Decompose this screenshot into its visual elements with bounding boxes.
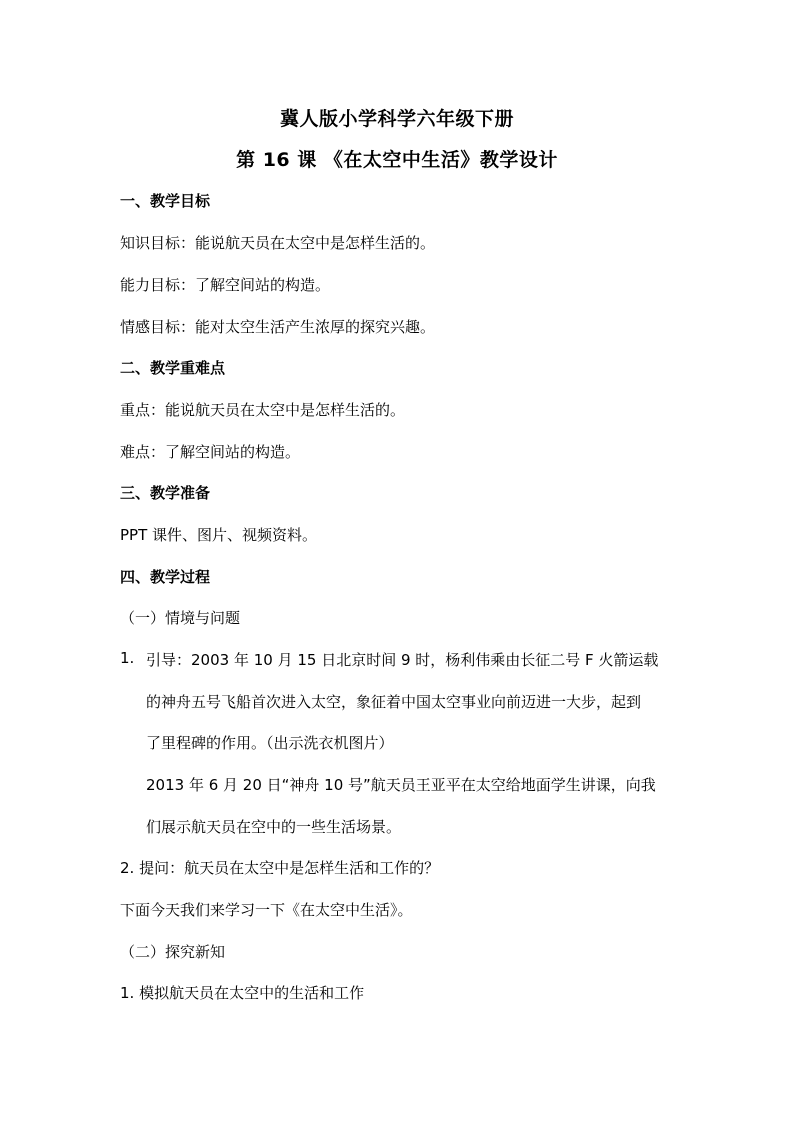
- section-heading-objectives: 一、教学目标: [120, 192, 211, 210]
- intro-line: 下面今天我们来学习一下《在太空中生活》。: [120, 901, 413, 919]
- lesson-title: 第 16 课 《在太空中生活》教学设计: [236, 149, 558, 171]
- key-point: 重点：能说航天员在太空中是怎样生活的。: [120, 401, 406, 419]
- paragraph-line: 们展示航天员在空中的一些生活场景。: [146, 818, 402, 836]
- paragraph-line: 引导：2003 年 10 月 15 日北京时间 9 时，杨利伟乘由长征二号 F 火箭运载: [146, 651, 659, 669]
- objective-knowledge: 知识目标：能说航天员在太空中是怎样生活的。: [120, 234, 436, 252]
- list-number: 1.: [120, 649, 135, 667]
- subsection-explore: （二）探究新知: [120, 943, 226, 961]
- list-item-simulate: 1. 模拟航天员在太空中的生活和工作: [120, 984, 365, 1002]
- section-heading-preparation: 三、教学准备: [120, 484, 211, 502]
- subsection-situation: （一）情境与问题: [120, 609, 241, 627]
- difficult-point: 难点：了解空间站的构造。: [120, 443, 301, 461]
- paragraph-line: 了里程碑的作用。（出示洗衣机图片）: [146, 734, 394, 752]
- list-item-question: 2. 提问：航天员在太空中是怎样生活和工作的？: [120, 859, 440, 877]
- section-heading-process: 四、教学过程: [120, 568, 211, 586]
- preparation-materials: PPT 课件、图片、视频资料。: [120, 526, 318, 544]
- objective-ability: 能力目标：了解空间站的构造。: [120, 276, 331, 294]
- objective-emotion: 情感目标：能对太空生活产生浓厚的探究兴趣。: [120, 318, 436, 336]
- document-title: 冀人版小学科学六年级下册: [279, 108, 514, 130]
- section-heading-key-points: 二、教学重难点: [120, 359, 226, 377]
- paragraph-line: 的神舟五号飞船首次进入太空，象征着中国太空事业向前迈进一大步，起到: [146, 693, 642, 711]
- paragraph-line: 2013 年 6 月 20 日“神舟 10 号”航天员王亚平在太空给地面学生讲课，向我: [146, 776, 656, 794]
